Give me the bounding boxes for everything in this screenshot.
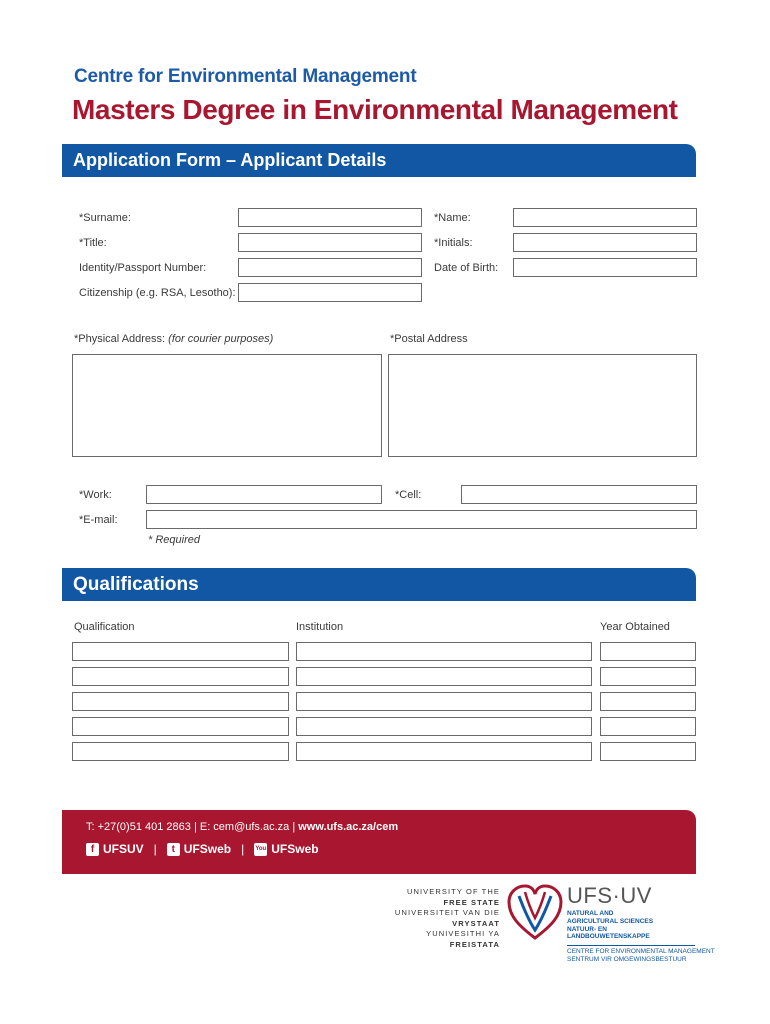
centre-name <box>567 948 715 964</box>
year-obtained-header: Year Obtained <box>600 621 670 633</box>
year-field[interactable] <box>600 642 696 661</box>
postal-address-field[interactable] <box>388 354 697 457</box>
surname-field[interactable] <box>238 208 422 227</box>
university-line: FREE STATE <box>443 897 500 907</box>
twitter-icon: t <box>167 843 180 856</box>
year-field[interactable] <box>600 692 696 711</box>
contact-text: T: +27(0)51 401 2863 | E: cem@ufs.ac.za | <box>86 821 299 833</box>
faculty-line: NATURAL AND <box>567 910 614 917</box>
cell-label: *Cell: <box>395 489 422 501</box>
email-label: *E-mail: <box>79 514 118 526</box>
id-passport-field[interactable] <box>238 258 422 277</box>
qualification-field[interactable] <box>72 717 289 736</box>
surname-label: *Surname: <box>79 212 131 224</box>
university-line: UNIVERSITEIT VAN DIE <box>394 908 500 917</box>
institution-field[interactable] <box>296 667 592 686</box>
year-field[interactable] <box>600 742 696 761</box>
cell-field[interactable] <box>461 485 697 504</box>
qualification-field[interactable] <box>72 667 289 686</box>
qualification-header: Qualification <box>74 621 135 633</box>
social-separator: | <box>241 842 245 856</box>
social-links <box>86 842 319 856</box>
university-line: FREISTATA <box>449 939 500 949</box>
year-field[interactable] <box>600 667 696 686</box>
youtube-link[interactable]: UFSweb <box>271 842 319 856</box>
title-field[interactable] <box>238 233 422 252</box>
institution-field[interactable] <box>296 717 592 736</box>
contact-line <box>86 821 398 833</box>
work-field[interactable] <box>146 485 382 504</box>
required-note: * Required <box>148 534 200 546</box>
name-field[interactable] <box>513 208 697 227</box>
centre-line: SENTRUM VIR OMGEWINGSBESTUUR <box>567 956 687 964</box>
citizenship-field[interactable] <box>238 283 422 302</box>
institution-header: Institution <box>296 621 344 633</box>
facebook-icon: f <box>86 843 99 856</box>
faculty-name <box>567 910 715 941</box>
dob-label: Date of Birth: <box>434 262 499 274</box>
youtube-icon: You <box>254 843 267 856</box>
institution-field[interactable] <box>296 742 592 761</box>
qualification-field[interactable] <box>72 742 289 761</box>
postal-address-label: *Postal Address <box>390 333 468 345</box>
faculty-line: NATUUR- EN <box>567 925 607 933</box>
org-title: Centre for Environmental Management <box>74 66 417 87</box>
institution-field[interactable] <box>296 692 592 711</box>
dob-field[interactable] <box>513 258 697 277</box>
ufs-branding <box>567 885 715 964</box>
email-field[interactable] <box>146 510 697 529</box>
footer-band <box>62 810 696 874</box>
physical-address-label-text: *Physical Address: <box>74 333 169 345</box>
title-label: *Title: <box>79 237 107 249</box>
twitter-link[interactable]: UFSweb <box>183 842 232 856</box>
physical-address-field[interactable] <box>72 354 382 457</box>
institution-field[interactable] <box>296 642 592 661</box>
citizenship-label: Citizenship (e.g. RSA, Lesotho): <box>79 287 236 299</box>
facebook-link[interactable]: UFSUV <box>103 842 144 856</box>
initials-label: *Initials: <box>434 237 473 249</box>
id-passport-label: Identity/Passport Number: <box>79 262 207 274</box>
divider <box>567 945 695 946</box>
qualifications-banner: Qualifications <box>62 568 696 601</box>
initials-field[interactable] <box>513 233 697 252</box>
name-label: *Name: <box>434 212 471 224</box>
faculty-line: AGRICULTURAL SCIENCES <box>567 917 654 925</box>
applicant-details-banner: Application Form – Applicant Details <box>62 144 696 177</box>
centre-line: CENTRE FOR ENVIRONMENTAL MANAGEMENT <box>567 948 715 956</box>
university-name <box>395 887 500 950</box>
ufs-logo-icon <box>505 882 565 942</box>
year-field[interactable] <box>600 717 696 736</box>
work-label: *Work: <box>79 489 112 501</box>
university-line: YUNIVESITHI YA <box>426 929 500 938</box>
qualification-field[interactable] <box>72 642 289 661</box>
ufs-name: UFS·UV <box>567 883 652 908</box>
university-line: VRYSTAAT <box>452 918 500 928</box>
qualification-field[interactable] <box>72 692 289 711</box>
social-separator: | <box>153 842 157 856</box>
page-title: Masters Degree in Environmental Management <box>72 94 678 125</box>
physical-address-label <box>74 333 273 345</box>
university-line: UNIVERSITY OF THE <box>406 887 500 896</box>
website-link[interactable]: www.ufs.ac.za/cem <box>298 821 399 833</box>
physical-address-note: (for courier purposes) <box>168 333 274 345</box>
faculty-line: LANDBOUWETENSKAPPE <box>567 933 650 941</box>
